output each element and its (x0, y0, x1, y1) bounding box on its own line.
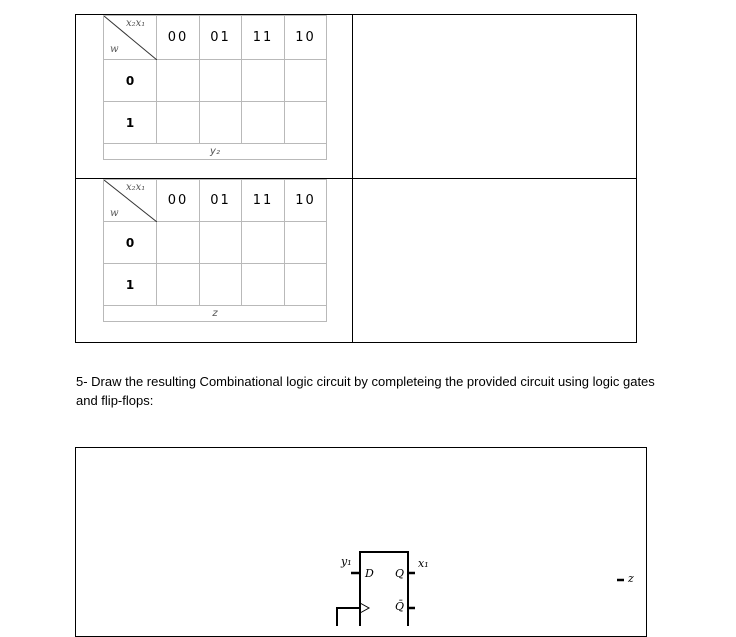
corner-label-x2x1: x₂x₁ (126, 182, 146, 193)
kmap-output-label: y₂ (104, 144, 327, 160)
row-label: 1 (104, 264, 157, 306)
flip-flop-box (360, 552, 408, 626)
qbar-pin-label: Q̄ (395, 600, 405, 613)
column-header: 11 (242, 16, 285, 60)
column-header: 11 (242, 180, 285, 222)
row-label: 0 (104, 222, 157, 264)
row-label: 0 (104, 60, 157, 102)
output-label-x1: x₁ (418, 557, 429, 570)
column-header: 00 (157, 180, 200, 222)
corner-label-w: w (110, 44, 119, 55)
kmap-output-label: z (104, 306, 327, 322)
column-header: 00 (157, 16, 200, 60)
d-pin-label: D (365, 567, 374, 580)
column-header: 10 (285, 16, 327, 60)
z-output-label: z (628, 572, 634, 585)
q-pin-label: Q (395, 567, 405, 580)
column-header: 01 (200, 180, 242, 222)
input-label-y1: y₁ (341, 555, 352, 568)
column-header: 01 (200, 16, 242, 60)
corner-label-x2x1: x₂x₁ (126, 18, 146, 29)
column-header: 10 (285, 180, 327, 222)
clock-wire (337, 608, 360, 626)
corner-label-w: w (110, 208, 119, 219)
row-label: 1 (104, 102, 157, 144)
question-text: 5- Draw the resulting Combinational logic circuit by completeing the provided circuit using logic gates and flip-flops: (76, 374, 655, 408)
clock-triangle (360, 603, 369, 613)
